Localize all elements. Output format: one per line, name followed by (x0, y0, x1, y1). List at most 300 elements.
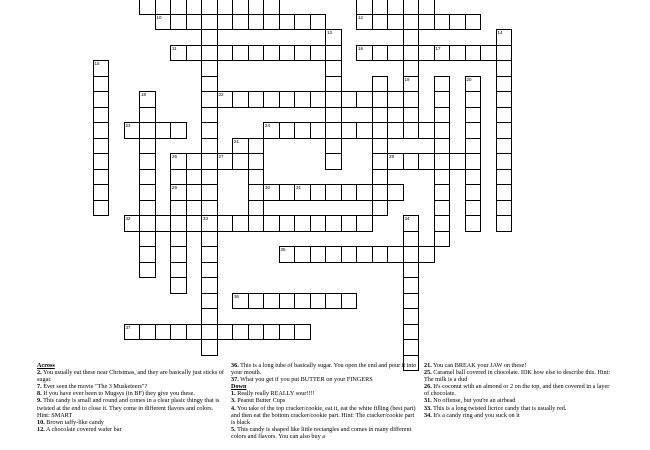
grid-cell[interactable] (93, 122, 110, 139)
grid-cell[interactable] (201, 29, 218, 46)
grid-cell[interactable] (372, 184, 389, 201)
grid-cell[interactable] (201, 0, 218, 15)
clue-number: 16 (358, 45, 364, 51)
grid-cell[interactable] (372, 122, 389, 139)
grid-cell[interactable] (217, 324, 234, 341)
grid-cell[interactable] (403, 339, 420, 356)
grid-cell[interactable] (186, 153, 203, 170)
grid-cell[interactable] (279, 246, 296, 263)
grid-cell[interactable] (496, 76, 513, 93)
grid-cell[interactable] (325, 293, 342, 310)
grid-cell[interactable] (465, 215, 482, 232)
grid-cell[interactable] (372, 107, 389, 124)
grid-cell[interactable] (124, 324, 141, 341)
grid-cell[interactable] (434, 215, 451, 232)
grid-cell[interactable] (403, 277, 420, 294)
grid-cell[interactable] (93, 153, 110, 170)
grid-cell[interactable] (372, 169, 389, 186)
grid-cell[interactable] (387, 122, 404, 139)
grid-cell[interactable] (496, 153, 513, 170)
grid-cell[interactable] (465, 14, 482, 31)
grid-cell[interactable] (186, 215, 203, 232)
grid-cell[interactable] (325, 91, 342, 108)
grid-cell[interactable] (263, 293, 280, 310)
grid-cell[interactable] (201, 200, 218, 217)
grid-cell[interactable] (449, 153, 466, 170)
grid-cell[interactable] (217, 0, 234, 15)
clue-text: If you have ever been to Mugsys (in BF) they give you these. (41, 390, 195, 398)
grid-cell[interactable] (217, 153, 234, 170)
grid-cell[interactable] (372, 246, 389, 263)
grid-cell[interactable] (217, 91, 234, 108)
grid-cell[interactable] (403, 14, 420, 31)
grid-cell[interactable] (403, 122, 420, 139)
grid-cell[interactable] (232, 215, 249, 232)
grid-cell[interactable] (403, 324, 420, 341)
grid-cell[interactable] (403, 60, 420, 77)
clue (231, 405, 419, 426)
grid-cell[interactable] (201, 138, 218, 155)
grid-cell[interactable] (170, 122, 187, 139)
grid-cell[interactable] (248, 215, 265, 232)
grid-cell[interactable] (139, 138, 156, 155)
grid-cell[interactable] (356, 215, 373, 232)
grid-cell[interactable] (403, 246, 420, 263)
clue-number-label: 12. (37, 425, 45, 433)
grid-cell[interactable] (294, 45, 311, 62)
clue-text: This candy is small and round and comes in a clear plasic thingy that is twisted at the end to close it. They come in different flavors and colors. Hint: SMART (37, 397, 220, 419)
grid-cell[interactable] (279, 215, 296, 232)
grid-cell[interactable] (155, 215, 172, 232)
grid-cell[interactable] (263, 215, 280, 232)
grid-cell[interactable] (434, 138, 451, 155)
grid-cell[interactable] (232, 91, 249, 108)
grid-cell[interactable] (356, 0, 373, 15)
grid-cell[interactable] (201, 215, 218, 232)
grid-cell[interactable] (170, 0, 187, 15)
grid-cell[interactable] (403, 308, 420, 325)
clue (37, 419, 225, 426)
clue-number: 33 (203, 216, 209, 221)
grid-cell[interactable] (403, 107, 420, 124)
grid-cell[interactable] (93, 138, 110, 155)
grid-cell[interactable] (465, 184, 482, 201)
grid-cell[interactable] (341, 122, 358, 139)
grid-cell[interactable] (341, 246, 358, 263)
grid-cell[interactable] (496, 29, 513, 46)
grid-cell[interactable] (403, 76, 420, 93)
grid-cell[interactable] (139, 122, 156, 139)
grid-cell[interactable] (465, 107, 482, 124)
grid-cell[interactable] (170, 324, 187, 341)
grid-cell[interactable] (93, 91, 110, 108)
clues-column-2 (231, 362, 419, 440)
grid-cell[interactable] (465, 138, 482, 155)
clue-number-label: 34. (424, 411, 432, 419)
grid-cell[interactable] (248, 169, 265, 186)
grid-cell[interactable] (139, 324, 156, 341)
grid-cell[interactable] (93, 169, 110, 186)
grid-cell[interactable] (418, 153, 435, 170)
grid-cell[interactable] (263, 14, 280, 31)
grid-cell[interactable] (372, 200, 389, 217)
grid-cell[interactable] (201, 153, 218, 170)
grid-cell[interactable] (418, 122, 435, 139)
grid-cell[interactable] (465, 45, 482, 62)
grid-cell[interactable] (248, 153, 265, 170)
grid-cell[interactable] (139, 0, 156, 15)
grid-cell[interactable] (403, 91, 420, 108)
grid-cell[interactable] (124, 122, 141, 139)
grid-cell[interactable] (186, 14, 203, 31)
grid-cell[interactable] (170, 215, 187, 232)
grid-cell[interactable] (325, 29, 342, 46)
grid-cell[interactable] (403, 45, 420, 62)
grid-cell[interactable] (201, 169, 218, 186)
grid-cell[interactable] (387, 246, 404, 263)
grid-cell[interactable] (248, 0, 265, 15)
clue-number-label: 33. (424, 404, 432, 412)
grid-cell[interactable] (418, 45, 435, 62)
grid-cell[interactable] (310, 122, 327, 139)
grid-cell[interactable] (201, 324, 218, 341)
grid-cell[interactable] (232, 153, 249, 170)
grid-cell[interactable] (232, 324, 249, 341)
clue (231, 397, 419, 404)
grid-cell[interactable] (170, 153, 187, 170)
grid-cell[interactable] (279, 122, 296, 139)
grid-cell[interactable] (124, 215, 141, 232)
grid-cell[interactable] (263, 0, 280, 15)
clue-number: 36 (234, 293, 240, 299)
grid-cell[interactable] (356, 246, 373, 263)
clue (424, 405, 612, 412)
grid-cell[interactable] (155, 14, 172, 31)
clue (37, 383, 225, 390)
grid-cell[interactable] (387, 153, 404, 170)
grid-cell[interactable] (310, 45, 327, 62)
grid-cell[interactable] (465, 76, 482, 93)
grid-cell[interactable] (170, 184, 187, 201)
grid-cell[interactable] (434, 200, 451, 217)
grid-cell[interactable] (217, 14, 234, 31)
grid-cell[interactable] (186, 45, 203, 62)
grid-cell[interactable] (248, 324, 265, 341)
grid-cell[interactable] (263, 45, 280, 62)
grid-cell[interactable] (201, 60, 218, 77)
grid-cell[interactable] (248, 200, 265, 217)
grid-cell[interactable] (496, 91, 513, 108)
clue-number: 19 (404, 76, 410, 82)
grid-cell[interactable] (496, 122, 513, 139)
grid-cell[interactable] (496, 107, 513, 124)
clue-number-label: 8. (37, 390, 42, 398)
grid-cell[interactable] (310, 215, 327, 232)
grid-cell[interactable] (434, 107, 451, 124)
grid-cell[interactable] (403, 215, 420, 232)
grid-cell[interactable] (325, 215, 342, 232)
grid-cell[interactable] (201, 308, 218, 325)
grid-cell[interactable] (403, 29, 420, 46)
grid-cell[interactable] (93, 60, 110, 77)
grid-cell[interactable] (201, 14, 218, 31)
clue-text: This is a long twisted licrice candy that is usually red. (431, 404, 567, 412)
grid-cell[interactable] (434, 45, 451, 62)
clue (424, 412, 612, 419)
grid-cell[interactable] (434, 76, 451, 93)
grid-cell[interactable] (356, 45, 373, 62)
grid-cell[interactable] (325, 60, 342, 77)
grid-cell[interactable] (294, 246, 311, 263)
clue-number: 31 (296, 185, 302, 190)
grid-cell[interactable] (434, 169, 451, 186)
grid-cell[interactable] (325, 122, 342, 139)
grid-cell[interactable] (310, 246, 327, 263)
clue-text: A chocolate covered wafer bar (44, 425, 122, 433)
grid-cell[interactable] (170, 14, 187, 31)
grid-cell[interactable] (294, 122, 311, 139)
grid-cell[interactable] (279, 184, 296, 201)
grid-cell[interactable] (434, 184, 451, 201)
down-heading: Down (231, 383, 247, 391)
clue-text: Brown taffy-like candy (44, 418, 104, 426)
clue-number-label: 7. (37, 383, 42, 391)
grid-cell[interactable] (155, 0, 172, 15)
clue-text: Caramel ball covered in chocolate. IDK how else to describe this. Hint: The milk is a dud (424, 369, 611, 384)
grid-cell[interactable] (248, 184, 265, 201)
grid-cell[interactable] (279, 14, 296, 31)
grid-cell[interactable] (139, 215, 156, 232)
grid-cell[interactable] (201, 122, 218, 139)
grid-cell[interactable] (170, 200, 187, 217)
grid-cell[interactable] (341, 293, 358, 310)
grid-cell[interactable] (294, 324, 311, 341)
grid-cell[interactable] (248, 45, 265, 62)
grid-cell[interactable] (139, 200, 156, 217)
grid-cell[interactable] (155, 122, 172, 139)
grid-cell[interactable] (248, 14, 265, 31)
clue-number: 13 (327, 30, 333, 35)
clue-number-label: 37. (231, 376, 239, 384)
grid-cell[interactable] (434, 91, 451, 108)
clue (424, 383, 612, 397)
grid-cell[interactable] (372, 91, 389, 108)
grid-cell[interactable] (496, 138, 513, 155)
grid-cell[interactable] (465, 200, 482, 217)
grid-cell[interactable] (201, 45, 218, 62)
grid-cell[interactable] (186, 184, 203, 201)
grid-cell[interactable] (372, 138, 389, 155)
clue-number: 20 (466, 76, 472, 82)
grid-cell[interactable] (294, 14, 311, 31)
grid-cell[interactable] (341, 91, 358, 108)
grid-cell[interactable] (356, 91, 373, 108)
grid-cell[interactable] (372, 153, 389, 170)
clue-number: 10 (156, 14, 162, 20)
grid-cell[interactable] (139, 91, 156, 108)
grid-cell[interactable] (387, 184, 404, 201)
grid-cell[interactable] (232, 293, 249, 310)
grid-cell[interactable] (325, 107, 342, 124)
grid-cell[interactable] (403, 293, 420, 310)
clue (37, 369, 225, 383)
clue (424, 362, 612, 369)
grid-cell[interactable] (263, 324, 280, 341)
grid-cell[interactable] (139, 153, 156, 170)
clue-number-label: 5. (231, 425, 236, 433)
grid-cell[interactable] (356, 122, 373, 139)
grid-cell[interactable] (310, 293, 327, 310)
grid-cell[interactable] (418, 246, 435, 263)
grid-cell[interactable] (294, 215, 311, 232)
grid-cell[interactable] (232, 0, 249, 15)
clue-text: You usually eat these near Christmas, and they are basically just sticks of sugar. (37, 369, 224, 384)
grid-cell[interactable] (279, 293, 296, 310)
clue-number-label: 4. (231, 404, 236, 412)
grid-cell[interactable] (434, 231, 451, 248)
grid-cell[interactable] (294, 184, 311, 201)
grid-cell[interactable] (170, 45, 187, 62)
grid-cell[interactable] (139, 231, 156, 248)
grid-cell[interactable] (279, 45, 296, 62)
clue-number: 26 (172, 154, 178, 159)
grid-cell[interactable] (465, 153, 482, 170)
grid-cell[interactable] (294, 293, 311, 310)
grid-cell[interactable] (201, 262, 218, 279)
clue (424, 369, 612, 383)
grid-cell[interactable] (139, 262, 156, 279)
grid-cell[interactable] (201, 91, 218, 108)
grid-cell[interactable] (372, 0, 389, 15)
grid-cell[interactable] (434, 122, 451, 139)
clue-text: You can BREAK your JAW on these! (431, 362, 527, 369)
grid-cell[interactable] (496, 184, 513, 201)
grid-cell[interactable] (465, 91, 482, 108)
grid-cell[interactable] (356, 14, 373, 31)
grid-cell[interactable] (496, 45, 513, 62)
grid-cell[interactable] (263, 184, 280, 201)
grid-cell[interactable] (496, 215, 513, 232)
clue-number: 12 (358, 14, 364, 20)
grid-cell[interactable] (155, 324, 172, 341)
grid-cell[interactable] (93, 107, 110, 124)
grid-cell[interactable] (201, 184, 218, 201)
grid-cell[interactable] (310, 184, 327, 201)
grid-cell[interactable] (325, 76, 342, 93)
grid-cell[interactable] (201, 339, 218, 356)
clue-number-label: 25. (424, 369, 432, 377)
clue-number-label: 10. (37, 418, 45, 426)
grid-cell[interactable] (325, 246, 342, 263)
grid-cell[interactable] (93, 76, 110, 93)
grid-cell[interactable] (217, 45, 234, 62)
grid-cell[interactable] (434, 153, 451, 170)
grid-cell[interactable] (372, 76, 389, 93)
grid-cell[interactable] (387, 0, 404, 15)
clue (231, 390, 419, 397)
grid-cell[interactable] (418, 0, 435, 15)
grid-cell[interactable] (139, 246, 156, 263)
grid-cell[interactable] (93, 184, 110, 201)
grid-cell[interactable] (248, 91, 265, 108)
grid-cell[interactable] (170, 231, 187, 248)
grid-cell[interactable] (170, 169, 187, 186)
grid-cell[interactable] (325, 45, 342, 62)
clue-number: 28 (389, 154, 395, 159)
grid-cell[interactable] (232, 45, 249, 62)
grid-cell[interactable] (279, 324, 296, 341)
grid-cell[interactable] (294, 91, 311, 108)
grid-cell[interactable] (434, 14, 451, 31)
grid-cell[interactable] (403, 262, 420, 279)
grid-cell[interactable] (403, 0, 420, 15)
grid-cell[interactable] (139, 169, 156, 186)
grid-cell[interactable] (403, 153, 420, 170)
grid-cell[interactable] (387, 45, 404, 62)
grid-cell[interactable] (496, 60, 513, 77)
grid-cell[interactable] (201, 293, 218, 310)
grid-cell[interactable] (201, 246, 218, 263)
grid-cell[interactable] (310, 14, 327, 31)
grid-cell[interactable] (232, 14, 249, 31)
grid-cell[interactable] (325, 184, 342, 201)
grid-cell[interactable] (186, 324, 203, 341)
grid-cell[interactable] (356, 184, 373, 201)
grid-cell[interactable] (496, 200, 513, 217)
grid-cell[interactable] (387, 91, 404, 108)
grid-cell[interactable] (248, 138, 265, 155)
grid-cell[interactable] (325, 138, 342, 155)
grid-cell[interactable] (341, 215, 358, 232)
grid-cell[interactable] (465, 169, 482, 186)
grid-cell[interactable] (403, 231, 420, 248)
grid-cell[interactable] (418, 14, 435, 31)
clue-text: What you get if you put BUTTER on your FINGERS (238, 376, 373, 384)
grid-cell[interactable] (170, 277, 187, 294)
grid-cell[interactable] (217, 215, 234, 232)
grid-cell[interactable] (170, 262, 187, 279)
grid-cell[interactable] (201, 231, 218, 248)
grid-cell[interactable] (449, 45, 466, 62)
grid-cell[interactable] (139, 184, 156, 201)
grid-cell[interactable] (139, 107, 156, 124)
grid-cell[interactable] (201, 277, 218, 294)
grid-cell[interactable] (325, 153, 342, 170)
grid-cell[interactable] (263, 122, 280, 139)
grid-cell[interactable] (201, 107, 218, 124)
grid-cell[interactable] (372, 14, 389, 31)
grid-cell[interactable] (279, 91, 296, 108)
grid-cell[interactable] (480, 45, 497, 62)
grid-cell[interactable] (387, 14, 404, 31)
grid-cell[interactable] (201, 76, 218, 93)
grid-cell[interactable] (248, 293, 265, 310)
grid-cell[interactable] (232, 138, 249, 155)
grid-cell[interactable] (372, 45, 389, 62)
grid-cell[interactable] (341, 184, 358, 201)
grid-cell[interactable] (263, 91, 280, 108)
grid-cell[interactable] (170, 246, 187, 263)
grid-cell[interactable] (186, 0, 203, 15)
grid-cell[interactable] (496, 169, 513, 186)
grid-cell[interactable] (449, 14, 466, 31)
grid-cell[interactable] (310, 91, 327, 108)
clue-number: 32 (125, 216, 131, 221)
clue-text: No offense, but you're an airhead (431, 397, 516, 405)
grid-cell[interactable] (465, 122, 482, 139)
clue-text: This candy is shaped like little rectangles and comes in many different colors and flavors. You can also buy a (231, 425, 412, 440)
grid-cell[interactable] (93, 200, 110, 217)
